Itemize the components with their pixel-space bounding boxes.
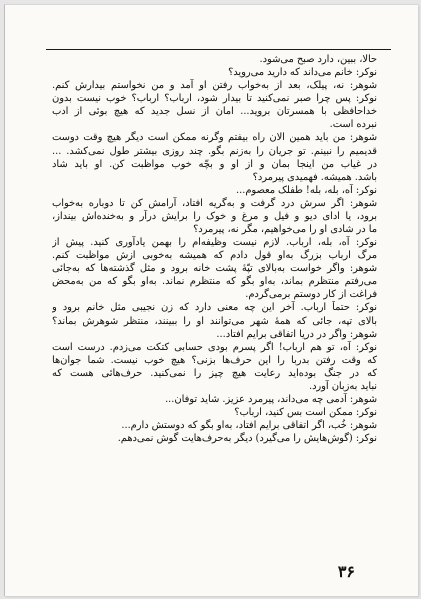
text-line: نوکر: خانم می‌داند که دارید می‌روید؟: [228, 67, 377, 79]
text-line: بالای تپه، جائی که همهٔ شهر می‌توانند او را ببینند، منتظر شوهرش بماند؟: [52, 315, 377, 327]
text-line: ما در شادی او را می‌خواهیم، مگر نه، پیرمرد؟: [193, 224, 377, 236]
text-line: نباید به‌زبان آورد.: [308, 380, 377, 392]
text-line: شوهر: نه، پیلک، بعد از به‌خواب رفتن او آمد و من نخواستم بیدارش کنم.: [52, 80, 377, 92]
text-line: می‌رفتم منتظرم بماند، به‌او بگو که منتظرم نماند. به‌او بگو که من به‌محض: [52, 276, 377, 288]
text-line: قدیمیم را نبینم. تو جریان را به‌زنم بگو. چند روزی بیشتر طول نمی‌کشد. ...: [52, 145, 377, 157]
text-line: نوکر: حتماً ارباب. آخر این چه معنی دارد که زن نجیبی مثل خانم برود و: [52, 302, 377, 314]
text-line: فراغت از کار دوستم برمی‌گردم.: [245, 289, 377, 301]
text-line: شوهر: واگر در دریا اتفاقی برایم افتاد...: [216, 328, 377, 340]
text-line: که وقت رفتن بدربا را این حرف‌ها بزنی؟ هیچ خوب نیست. شما جوان‌ها: [52, 354, 377, 366]
text-line: برود، یا ادای دیو و فیل و مرغ و خوک را برایش درآر و به‌خنده‌اش بینداز،: [52, 210, 377, 222]
text-line: نوکر: ممکن است بس کنید، ارباب؟: [234, 407, 377, 419]
text-line: نوکر: آه، تو هم ارباب! اگر پسرم بودی حسابی کتکت می‌زدم. درست است: [52, 341, 377, 353]
header-rule: [46, 49, 391, 50]
text-line: شوهر: خُب، اگر اتفاقی برایم افتاد، به‌او بگو که دوستش دارم...: [121, 420, 377, 432]
text-line: خداحافظی با همسرتان بروید... امان از نسل جدید که هیچ بوئی از ادب: [52, 106, 377, 118]
book-page: [4, 4, 418, 596]
text-line: نوکر: پس چرا صبر نمی‌کنید تا بیدار شود، ارباب؟ ارباب؟ خوب نیست بدون: [52, 93, 377, 105]
text-line: شوهر: اگر سرش درد گرفت و به‌گریه افتاد، آرامش کن تا دوباره به‌خواب: [52, 197, 377, 209]
page-number: ۳۶: [337, 562, 355, 581]
text-line: مرگ ارباب بزرگ به‌او قول دادم که همیشه به‌خوبی ازش مواظبت کنم.: [52, 250, 377, 262]
text-line: نبرده است.: [329, 119, 377, 131]
text-line: نوکر: (گوش‌هایش را می‌گیرد) دیگر به‌حرف‌هایت گوش نمی‌دهم.: [117, 433, 377, 445]
play-dialogue-text: [52, 53, 377, 445]
text-line: نوکر: آه، بله، ارباب. لازم نیست وظیفه‌ام را بهمن یادآوری کنید. پیش از: [52, 237, 377, 249]
text-line: شوهر: آدمی چه می‌داند، پیرمرد عزیز. شاید توفان...: [165, 394, 377, 406]
text-line: در غیاب من اینجا بمان و از او و بچّه خوب مواظبت کن. او باید شاد: [52, 158, 377, 170]
text-line: نوکر: آه، بله، بله! طفلک معصوم...: [236, 184, 377, 196]
text-line: شوهر: من باید همین الان راه بیفتم وگرنه ممکن است دیگر هیچ وقت دوست: [52, 132, 377, 144]
text-line: شوهر: واگر خواست به‌بالای تپّهٔ پشت خانه برود و مثل گذشته‌ها که به‌جائی: [52, 263, 377, 275]
text-line: که در جنگ بوده‌اید رعایت هیچ چیز را نمی‌کنید. حرف‌هائی هست که: [52, 367, 377, 379]
text-line: حالا، ببین، دارد صبح می‌شود.: [259, 54, 377, 65]
text-line: باشد. همیشه. فهمیدی پیرمرد؟: [252, 171, 377, 183]
